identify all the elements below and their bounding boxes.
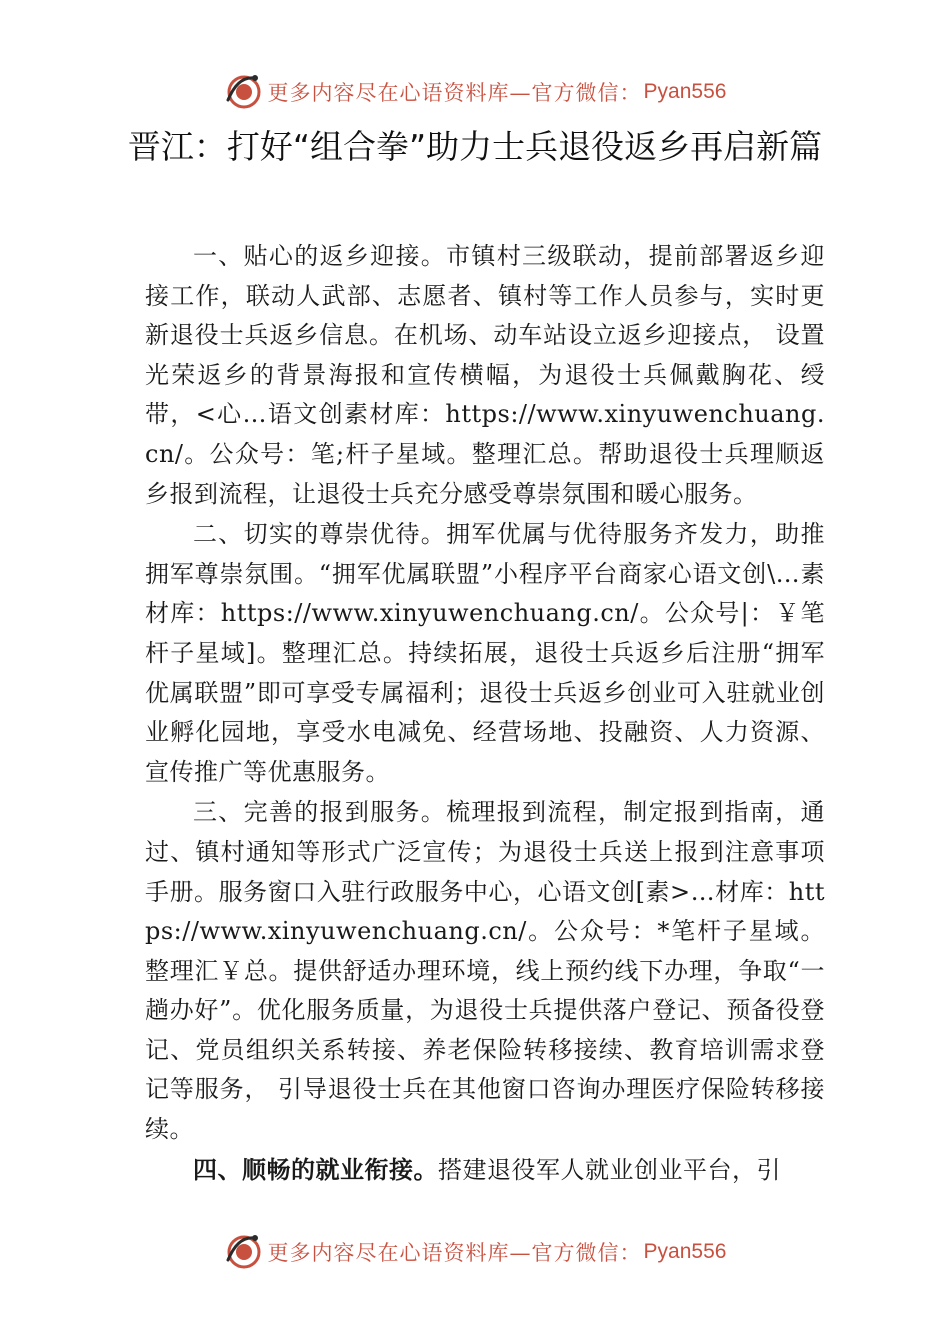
banner-wechat-id: Pyan556 xyxy=(643,1240,727,1263)
banner-wechat-id: Pyan556 xyxy=(643,80,727,103)
document-title: 晋江：打好“组合拳”助力士兵退役返乡再启新篇 xyxy=(127,127,823,166)
logo-icon xyxy=(224,72,264,112)
logo-icon xyxy=(224,1232,264,1272)
document-body xyxy=(145,236,825,1190)
paragraph-4 xyxy=(145,1150,825,1191)
paragraph-text: 一、贴心的返乡迎接。市镇村三级联动，提前部署返乡迎接工作，联动人武部、志愿者、镇村等工作人员参与，实时更新退役士兵返乡信息。在机场、动车站设立返乡迎接点， 设置光荣返乡的背景海报和宣传横幅，为退役士兵佩戴胸花、绶带，<心…语文创素材库：https://www.xinyuwenchuang.cn/。公众号：笔;杆子星域。整理汇总。帮助退役士兵理顺返乡报到流程，让退役士兵充分感受尊崇氛围和暖心服务。 xyxy=(145,242,825,508)
paragraph-lead: 四、顺畅的就业衔接。 xyxy=(193,1154,438,1184)
banner-text: 更多内容尽在心语资料库—官方微信： xyxy=(267,1241,642,1265)
paragraph-text: 搭建退役军人就业创业平台，引 xyxy=(438,1155,781,1184)
footer-banner xyxy=(0,1230,950,1274)
paragraph-2 xyxy=(145,514,825,792)
paragraph-3 xyxy=(145,792,825,1149)
banner-text: 更多内容尽在心语资料库—官方微信： xyxy=(267,81,642,105)
header-banner xyxy=(0,70,950,114)
paragraph-1 xyxy=(145,236,825,514)
paragraph-text: 二、切实的尊崇优待。拥军优属与优待服务齐发力，助推拥军尊崇氛围。“拥军优属联盟”小程序平台商家心语文创\…素材库：https://www.xinyuwenchuang.cn/。公众号|：￥笔杆子星域]。整理汇总。持续拓展，退役士兵返乡后注册“拥军优属联盟”即可享受专属福利；退役士兵返乡创业可入驻就业创业孵化园地，享受水电减免、经营场地、投融资、人力资源、宣传推广等优惠服务。 xyxy=(145,520,825,786)
paragraph-text: 三、完善的报到服务。梳理报到流程，制定报到指南，通过、镇村通知等形式广泛宣传；为退役士兵送上报到注意事项手册。服务窗口入驻行政服务中心，心语文创[素>…材库：https://www.xinyuwenchuang.cn/。公众号：*笔杆子星域。整理汇￥总。提供舒适办理环境，线上预约线下办理，争取“一趟办好”。优化服务质量，为退役士兵提供落户登记、预备役登记、党员组织关系转接、养老保险转移接续、教育培训需求登记等服务， 引导退役士兵在其他窗口咨询办理医疗保险转移接续。 xyxy=(145,798,825,1144)
